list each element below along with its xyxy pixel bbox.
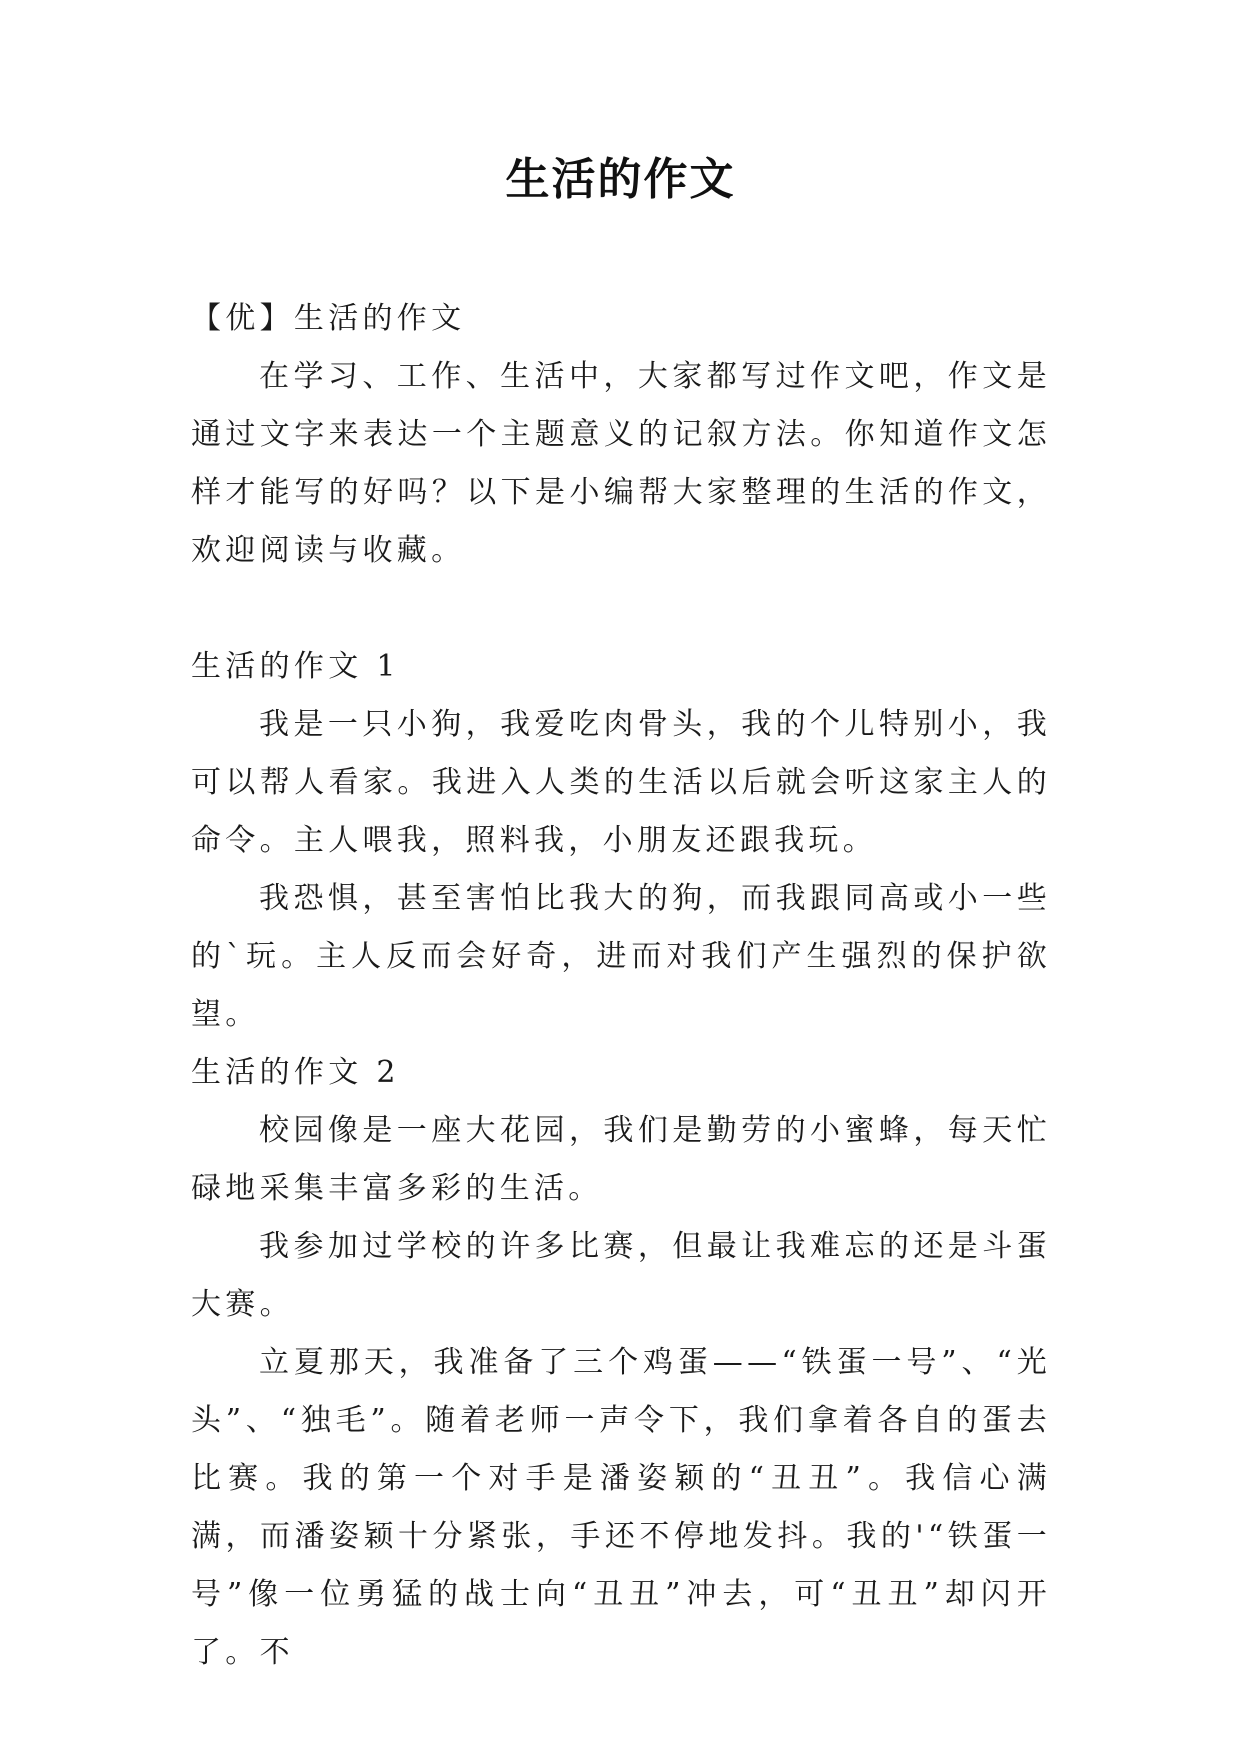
section-2-heading: 生活的作文 2 <box>191 1055 400 1090</box>
section-1-paragraph-2: 我恐惧，甚至害怕比我大的狗，而我跟同高或小一些的`玩。主人反而会好奇，进而对我们产生强烈的保护欲望。 <box>191 881 1051 1032</box>
intro-paragraph: 在学习、工作、生活中，大家都写过作文吧，作文是通过文字来表达一个主题意义的记叙方法。你知道作文怎样才能写的好吗？以下是小编帮大家整理的生活的作文，欢迎阅读与收藏。 <box>191 359 1051 568</box>
section-1-heading: 生活的作文 1 <box>191 649 400 684</box>
page-title: 生活的作文 <box>505 154 736 205</box>
section-2-paragraph-2: 我参加过学校的许多比赛，但最让我难忘的还是斗蛋大赛。 <box>191 1229 1051 1322</box>
section-1-paragraph-1: 我是一只小狗，我爱吃肉骨头，我的个儿特别小，我可以帮人看家。我进入人类的生活以后就会听这家主人的命令。主人喂我，照料我，小朋友还跟我玩。 <box>191 707 1051 858</box>
document-body <box>191 290 1051 1682</box>
subtitle: 【优】生活的作文 <box>191 301 466 336</box>
section-2-paragraph-1: 校园像是一座大花园，我们是勤劳的小蜜蜂，每天忙碌地采集丰富多彩的生活。 <box>191 1113 1051 1206</box>
section-2-paragraph-3: 立夏那天，我准备了三个鸡蛋——“铁蛋一号”、“光头”、“独毛”。随着老师一声令下，我们拿着各自的蛋去比赛。我的第一个对手是潘姿颖的“丑丑”。我信心满满，而潘姿颖十分紧张，手还不停地发抖。我的'“铁蛋一号”像一位勇猛的战士向“丑丑”冲去，可“丑丑”却闪开了。不 <box>191 1345 1051 1670</box>
